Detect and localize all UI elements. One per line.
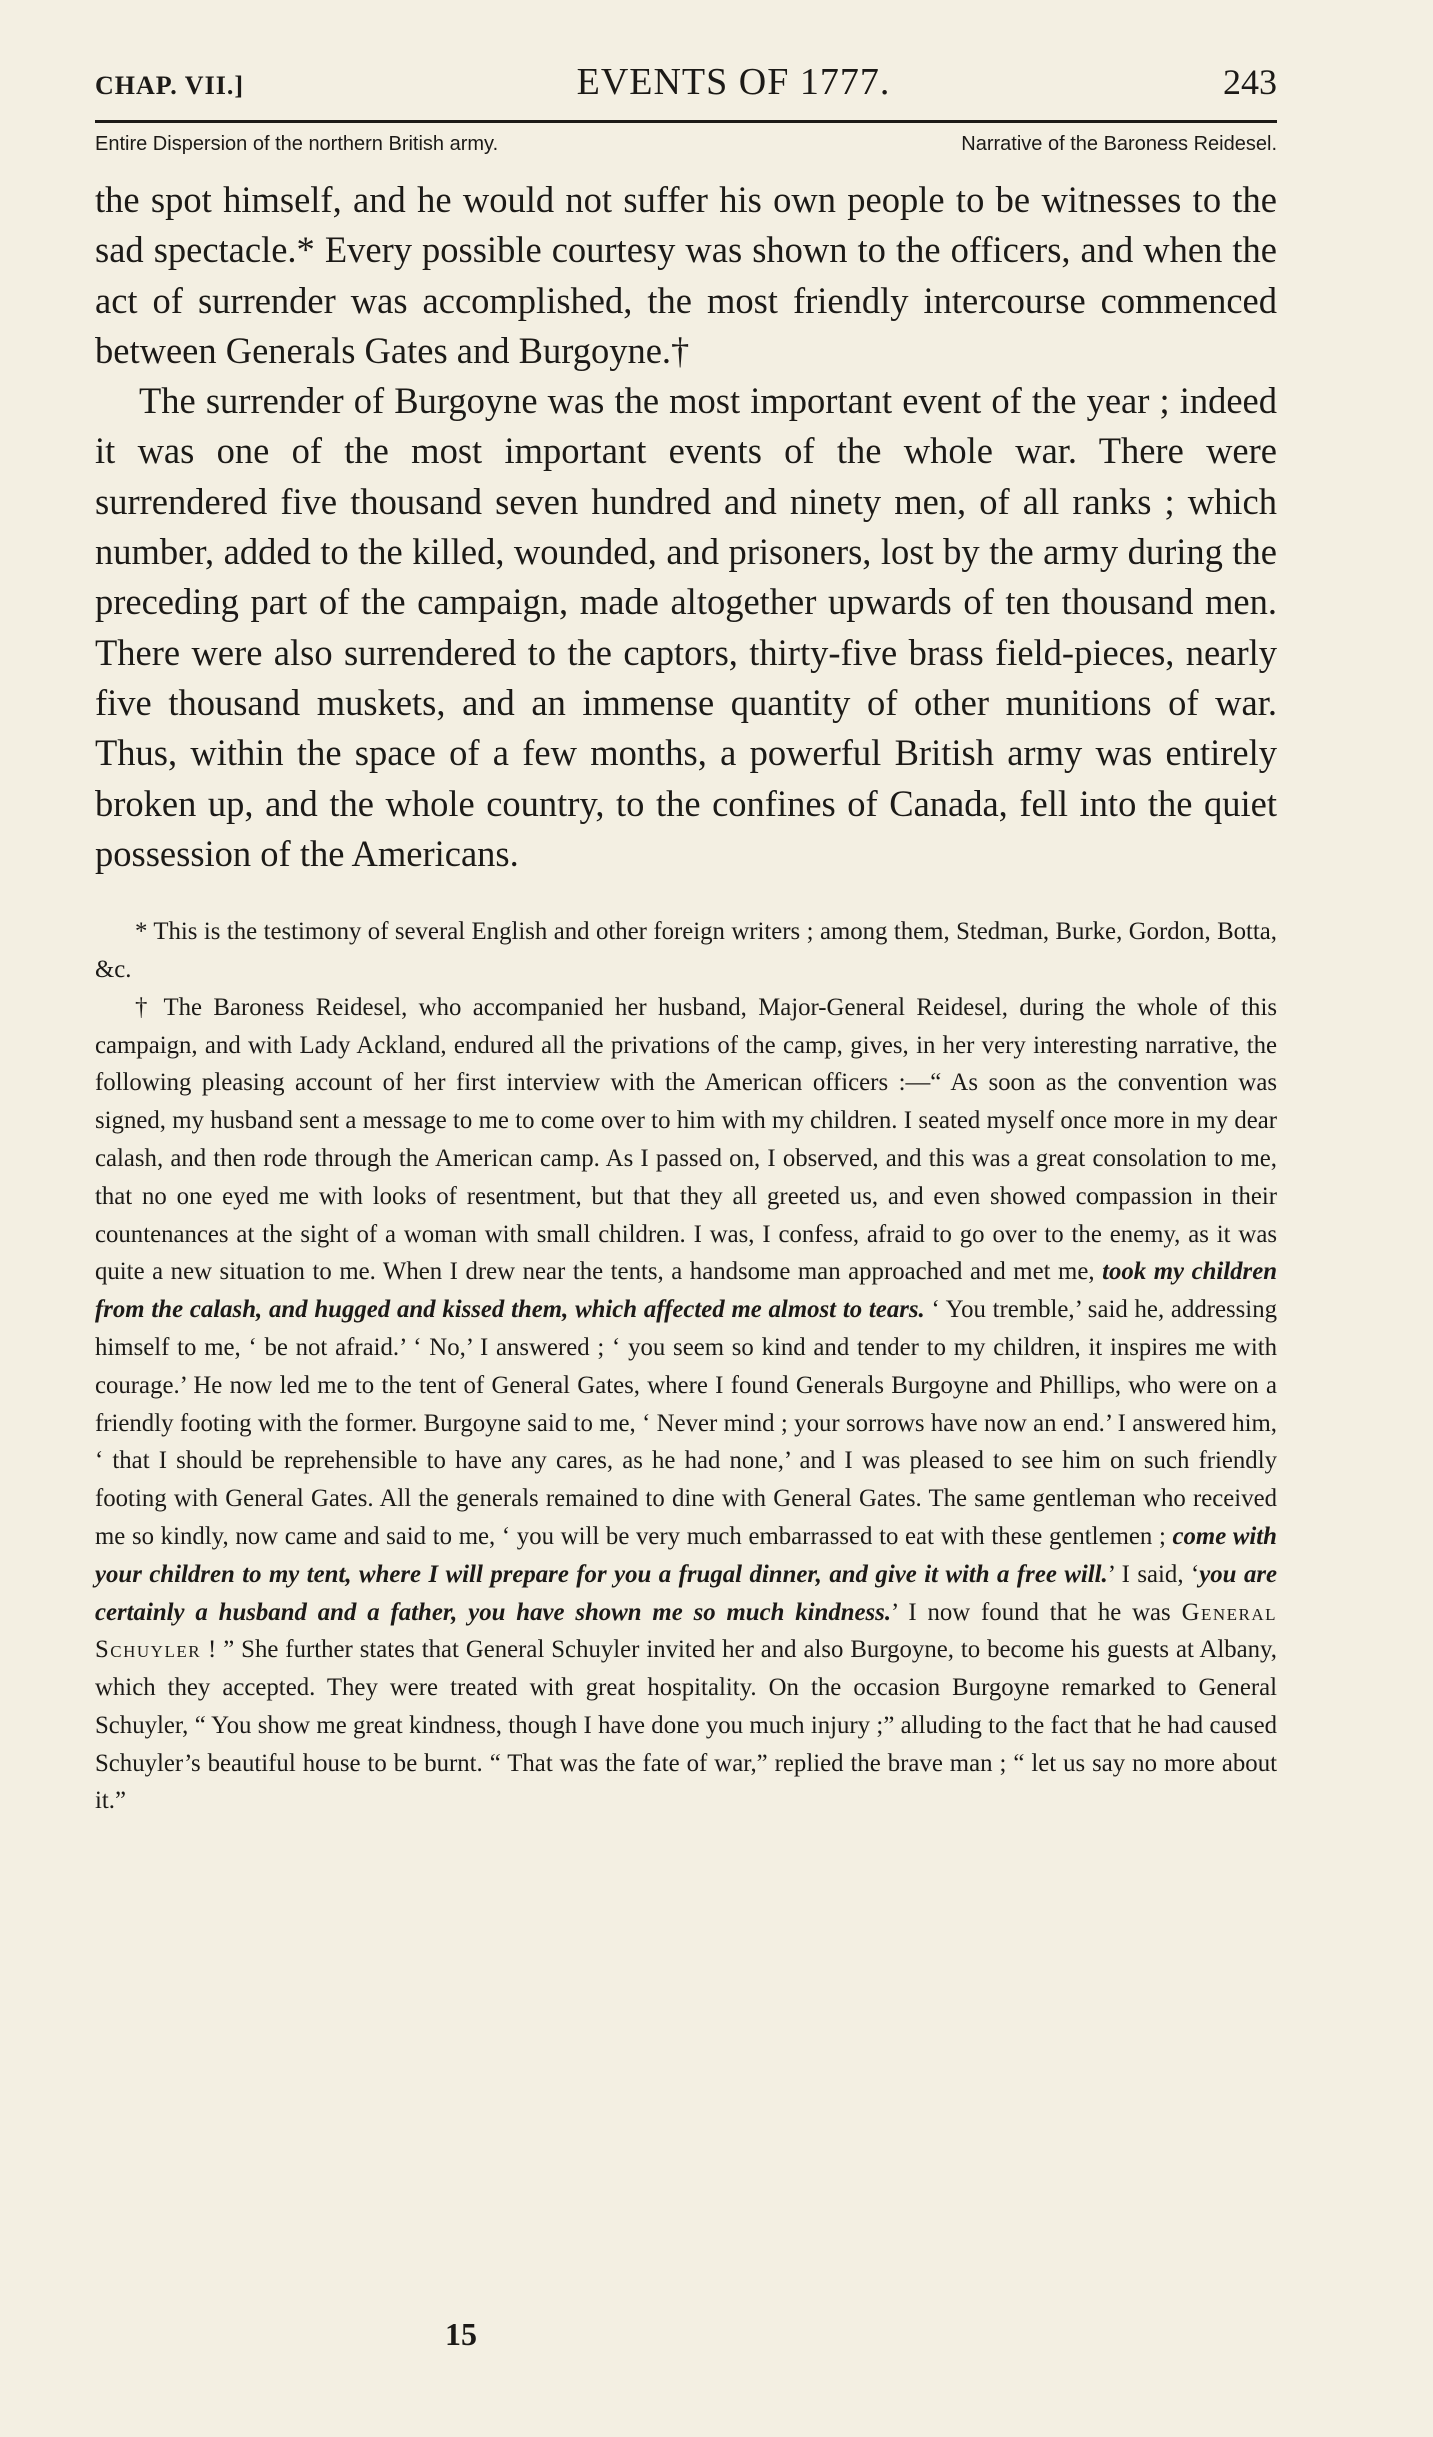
footnote-2-italic-2: come with your children to my tent, where I will prepare for you a frugal dinner, and give it with a free will. xyxy=(95,1522,1277,1588)
footnote-2-text-e: ! ” She further states that General Schuyler invited her and also Burgoyne, to become his guests at Albany, which they accepted. They were treated with great hospitality. On the occasion Burgoyne remarked to General Schuyler, “ You show me great kindness, though I have done you much injury ;” alluding to the fact that he had caused Schuyler’s beautiful house to be burnt. “ That was the fate of war,” replied the brave man ; “ let us say no more about it.” xyxy=(95,1636,1277,1815)
chapter-label: CHAP. VII.] xyxy=(95,71,244,100)
footnote-2-text-d: ’ I now found that he was xyxy=(891,1598,1171,1626)
footnote-2-text-a: † The Baroness Reidesel, who accompanied her husband, Major-General Reidesel, during the whole of this campaign, and with Lady Ackland, endured all the privations of the camp, gives, in her very interesting narrative, the following pleasing account of her first interview with the American officers :—“ As soon as the convention was signed, my husband sent a message to me to come over to him with my children. I seated myself once more in my dear calash, and then rode through the American camp. As I passed on, I observed, and this was a great consolation to me, that no one eyed me with looks of resentment, but that they all greeted us, and even showed compassion in their countenances at the sight of a woman with small children. I was, I confess, afraid to go over to the enemy, as it was quite a new situation to me. When I drew near the tents, a handsome man approached and met me, xyxy=(95,993,1277,1286)
footnote-2 xyxy=(95,989,1277,1821)
footnote-2-smallcaps: General Schuyler xyxy=(95,1598,1278,1664)
subheader-right: Narrative of the Baroness Reidesel. xyxy=(961,133,1277,155)
header-rule xyxy=(95,120,1277,123)
footnote-2-text-c: ’ I said, ‘ xyxy=(1107,1560,1200,1588)
running-head xyxy=(95,60,1277,118)
section-subheader xyxy=(95,133,1277,161)
book-page xyxy=(95,60,1277,2400)
paragraph-1: the spot himself, and he would not suffer his own people to be witnesses to the sad spectacle.* Every possible courtesy was shown to the officers, and when the act of surrender was accomplished, the most friendly intercourse commenced between Generals Gates and Burgoyne.† xyxy=(95,179,1277,371)
main-text xyxy=(95,175,1277,879)
signature-mark: 15 xyxy=(445,2316,477,2352)
page-number: 243 xyxy=(1223,62,1277,102)
footnote-2-text-b: ‘ You tremble,’ said he, addressing himself to me, ‘ be not afraid.’ ‘ No,’ I answered ; ‘ you seem so kind and tender to my children, it inspires me with courage.’ He now led me to the tent of General Gates, where I found Generals Burgoyne and Phillips, who were on a friendly footing with the former. Burgoyne said to me, ‘ Never mind ; your sorrows have now an end.’ I answered him, ‘ that I should be reprehensible to have any cares, as he had none,’ and I was pleased to see him on such friendly footing with General Gates. All the generals remained to dine with General Gates. The same gentleman who received me so kindly, now came and said to me, ‘ you will be very much embarrassed to eat with these gentlemen ; xyxy=(95,1296,1277,1550)
footnote-2-italic-3: you are certainly a husband and a father, you have shown me so much kindness. xyxy=(95,1560,1277,1626)
subheader-left: Entire Dispersion of the northern British army. xyxy=(95,133,499,155)
footnote-2-italic-1: took my children from the calash, and hugged and kissed them, which affected me almost to tears. xyxy=(95,1258,1278,1324)
paragraph-2: The surrender of Burgoyne was the most important event of the year ; indeed it was one of the most important events of the whole war. There were surrendered five thousand seven hundred and ninety men, of all ranks ; which number, added to the killed, wounded, and prisoners, lost by the army during the preceding part of the campaign, made altogether upwards of ten thousand men. There were also surrendered to the captors, thirty-five brass field-pieces, nearly five thousand muskets, and an immense quantity of other munitions of war. Thus, within the space of a few months, a powerful British army was entirely broken up, and the whole country, to the confines of Canada, fell into the quiet possession of the Americans. xyxy=(95,380,1277,874)
running-title: EVENTS OF 1777. xyxy=(576,61,891,103)
footnotes xyxy=(95,913,1277,1820)
footnote-1: * This is the testimony of several English and other foreign writers ; among them, Stedman, Burke, Gordon, Botta, &c. xyxy=(95,918,1277,983)
